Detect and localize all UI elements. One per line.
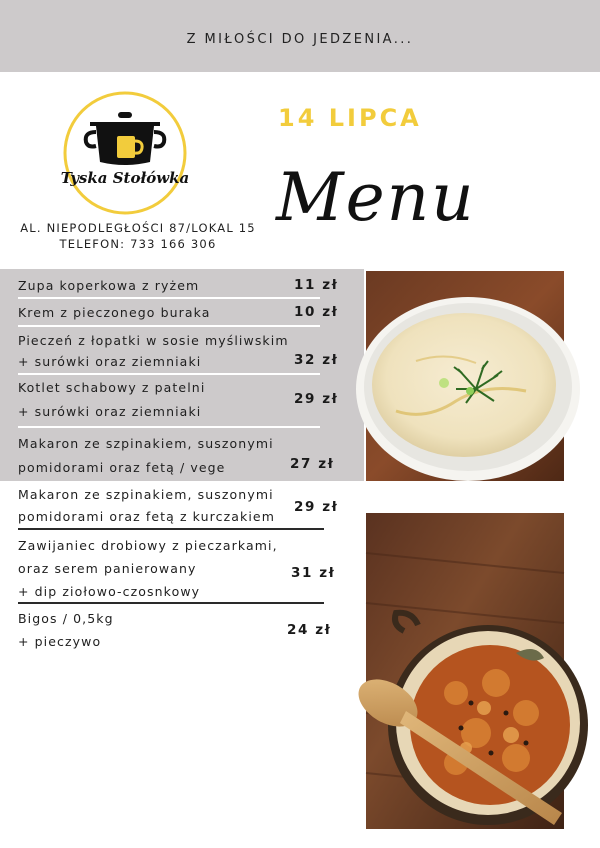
item-line: Pieczeń z łopatki w sosie myśliwskim xyxy=(18,333,289,348)
divider xyxy=(18,426,320,428)
tagline: Z MIŁOŚCI DO JEDZENIA... xyxy=(186,32,414,47)
divider xyxy=(18,528,324,530)
item-line: + surówki oraz ziemniaki xyxy=(18,354,202,369)
item-price: 29 zł xyxy=(294,391,339,407)
logo xyxy=(60,88,190,218)
divider xyxy=(18,325,320,327)
menu-title xyxy=(270,140,476,250)
divider xyxy=(18,297,320,299)
item-line: Zawijaniec drobiowy z pieczarkami, xyxy=(18,538,278,553)
item-line: Bigos / 0,5kg xyxy=(18,611,114,626)
item-price: 31 zł xyxy=(291,565,336,581)
bigos-pot-photo xyxy=(366,513,564,829)
item-line: Makaron ze szpinakiem, suszonymi xyxy=(18,487,274,502)
item-line: + surówki oraz ziemniaki xyxy=(18,404,202,419)
item-line: pomidorami oraz fetą / vege xyxy=(18,460,226,475)
divider xyxy=(18,602,324,604)
divider xyxy=(18,373,320,375)
item-price: 11 zł xyxy=(294,277,339,293)
item-price: 29 zł xyxy=(294,499,339,515)
logo-wordmark: Tyska Stołówka xyxy=(60,169,190,187)
item-price: 10 zł xyxy=(294,304,339,320)
item-price: 32 zł xyxy=(294,352,339,368)
item-line: pomidorami oraz fetą z kurczakiem xyxy=(18,509,275,524)
item-line: + dip ziołowo-czosnkowy xyxy=(18,584,201,599)
menu-date: 14 LIPCA xyxy=(278,104,422,132)
address: AL. NIEPODLEGŁOŚCI 87/LOKAL 15 xyxy=(20,221,256,235)
item-price: 24 zł xyxy=(287,622,332,638)
soup-bowl-photo xyxy=(366,271,564,481)
item-line: Kotlet schabowy z patelni xyxy=(18,380,206,395)
item-line: Zupa koperkowa z ryżem xyxy=(18,278,200,293)
item-line: Makaron ze szpinakiem, suszonymi xyxy=(18,436,274,451)
item-line: + pieczywo xyxy=(18,634,102,649)
item-line: oraz serem panierowany xyxy=(18,561,197,576)
item-line: Krem z pieczonego buraka xyxy=(18,305,211,320)
item-price: 27 zł xyxy=(290,456,335,472)
phone: TELEFON: 733 166 306 xyxy=(59,237,217,251)
svg-text:Menu: Menu xyxy=(276,159,476,236)
